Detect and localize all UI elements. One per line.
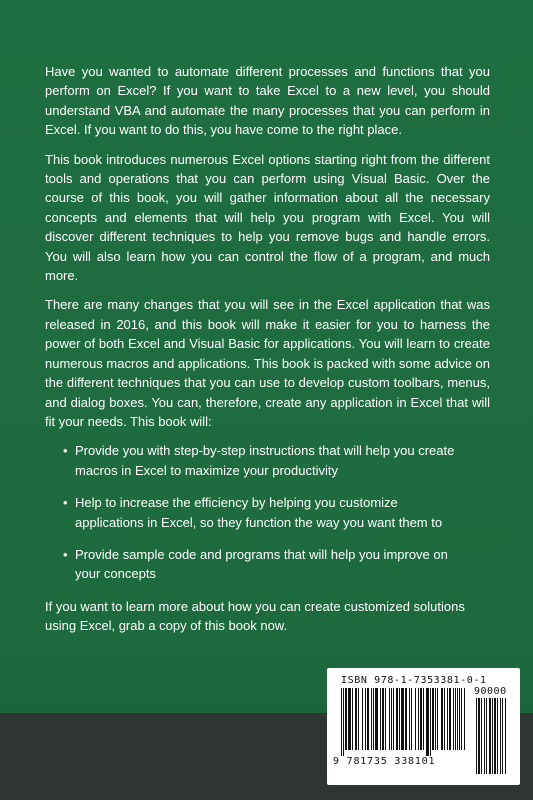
barcode-bar — [505, 698, 506, 774]
barcode-bar — [418, 688, 419, 750]
barcode-bar — [405, 688, 407, 750]
bullet-text: Provide sample code and programs that will help you improve on your concepts — [75, 546, 448, 582]
barcode-bar — [449, 688, 451, 750]
barcode-bar — [411, 688, 412, 750]
barcode-bar — [355, 688, 357, 750]
bullet-icon: • — [63, 443, 68, 459]
isbn-label: ISBN 978-1-7353381-0-1 — [341, 675, 487, 686]
isbn-barcode — [327, 668, 520, 785]
paragraph-changes: There are many changes that you will see in the Excel application that was released in 2016, and this book will make it easier for you to harness the power of both Excel and Visual Basic for applications. You will learn to create numerous macros and applications. This book is packed with some advice on the different techniques that you can use to develop custom toolbars, menus, and dialog boxes. You can, therefore, create any application in Excel that will fit your needs. This book will: — [45, 297, 490, 429]
barcode-bar — [401, 688, 404, 750]
barcode-bar — [494, 698, 496, 774]
barcode-bar — [385, 688, 386, 750]
barcode-bar — [375, 688, 378, 750]
barcode-bar — [426, 688, 429, 756]
barcode-bar — [373, 688, 374, 750]
barcode-bar — [382, 688, 384, 750]
barcode-bar — [365, 688, 366, 750]
paragraph-overview: This book introduces numerous Excel options starting right from the different tools and operations that you can perform using Visual Basic. Over the course of this book, you will gather information about all the necessary concepts and elements that will help you program with Excel. You will discover different techniques to help you remove bugs and handle errors. You will also learn how you can control the flow of a program, and much more. — [45, 151, 490, 284]
paragraph-closing: If you want to learn more about how you can create customized solutions using Excel, grab a copy of this book now. — [45, 598, 465, 634]
bullet-icon: • — [63, 546, 68, 562]
barcode-bar — [437, 688, 438, 750]
barcode-bar — [455, 688, 456, 750]
barcode-bar — [447, 688, 448, 750]
bullet-text: Help to increase the efficiency by helping you customize applications in Excel, so they function the way you want them to — [75, 495, 443, 530]
barcode-bar — [371, 688, 372, 750]
barcode-bar — [393, 688, 394, 750]
blurb — [45, 62, 490, 646]
bullet-text: Provide you with step-by-step instructions that will help you create macros in Excel to maximize your productivity — [75, 443, 455, 478]
list-item — [45, 545, 490, 584]
barcode-bar — [461, 688, 462, 750]
barcode-bar — [500, 698, 501, 774]
barcode-bar — [441, 688, 443, 750]
barcode-bar — [457, 688, 458, 750]
barcode-bar — [399, 688, 400, 750]
barcode-bar — [348, 688, 351, 750]
barcode-bar — [341, 688, 342, 756]
barcode-bar — [453, 688, 454, 750]
barcode-bar — [389, 688, 390, 750]
barcode-bar — [484, 698, 485, 774]
list-item — [45, 493, 490, 532]
barcode-addon-bars — [476, 698, 514, 776]
list-item — [45, 441, 490, 480]
barcode-bar — [420, 688, 422, 750]
barcode-bar — [444, 688, 445, 750]
barcode-bar — [409, 688, 410, 750]
barcode-bar — [430, 688, 431, 756]
barcode-bar — [343, 688, 344, 756]
barcode-bar — [358, 688, 359, 750]
barcode-bar — [476, 698, 477, 774]
barcode-bar — [362, 688, 363, 750]
barcode-bars — [341, 688, 471, 758]
paragraph-intro: Have you wanted to automate different processes and functions that you perform on Excel? If you want to take Excel to a new level, you should understand VBA and automate the many processes that you can perform in Excel. If you want to do this, you have come to the right place. — [45, 64, 490, 138]
barcode-bar — [486, 698, 487, 774]
barcode-bar — [481, 698, 482, 774]
barcode-bar — [497, 698, 498, 774]
barcode-bar — [464, 688, 465, 750]
barcode-bar — [489, 698, 491, 774]
barcode-bar — [391, 688, 392, 750]
barcode-bar — [435, 688, 436, 750]
price-code: 90000 — [474, 686, 507, 697]
bullet-icon: • — [63, 495, 68, 511]
barcode-bar — [352, 688, 353, 750]
barcode-bar — [345, 688, 347, 750]
benefits-list — [45, 441, 490, 583]
barcode-bar — [415, 688, 416, 750]
barcode-bar — [432, 688, 434, 750]
barcode-bar — [478, 698, 480, 774]
barcode-bar — [459, 688, 460, 750]
barcode-bar — [380, 688, 381, 750]
barcode-bar — [502, 698, 503, 774]
barcode-bar — [367, 688, 369, 750]
barcode-bar — [423, 688, 424, 750]
barcode-bar — [396, 688, 398, 750]
barcode-bar — [492, 698, 493, 774]
barcode-digits: 9 781735 338101 — [333, 756, 436, 767]
